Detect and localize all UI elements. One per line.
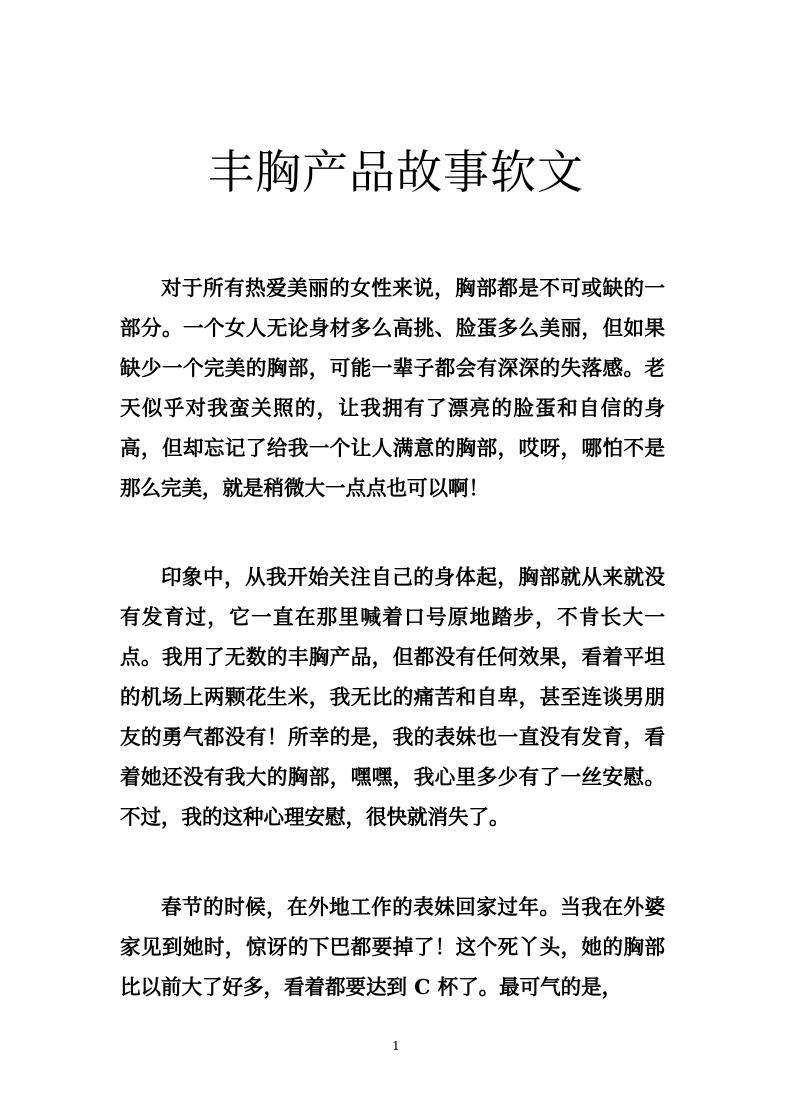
paragraph-3: 春节的时候，在外地工作的表妹回家过年。当我在外婆家见到她时，惊讶的下巴都要掉了！这个死丫头，她的胸部比以前大了好多，看着都要达到 C 杯了。最可气的是， [120,895,665,999]
paragraph-2: 印象中，从我开始关注自己的身体起，胸部就从来就没有发育过，它一直在那里喊着口号原地踏步，不肯长大一点。我用了无数的丰胸产品，但都没有任何效果，看着平坦的机场上两颗花生米，我无比的痛苦和自卑，甚至连谈男朋友的勇气都没有！所幸的是，我的表妹也一直没有发育，看着她还没有我大的胸部，嘿嘿，我心里多少有了一丝安慰。不过，我的这种心理安慰，很快就消失了。 [120,565,665,829]
paragraph-1: 对于所有热爱美丽的女性来说，胸部都是不可或缺的一部分。一个女人无论身材多么高挑、脸蛋多么美丽，但如果缺少一个完美的胸部，可能一辈子都会有深深的失落感。老天似乎对我蛮关照的，让我拥有了漂亮的脸蛋和自信的身高，但却忘记了给我一个让人满意的胸部，哎呀，哪怕不是那么完美，就是稍微大一点点也可以啊！ [120,276,665,500]
page-number: 1 [392,1039,400,1053]
document-title: 丰胸产品故事软文 [208,145,584,199]
